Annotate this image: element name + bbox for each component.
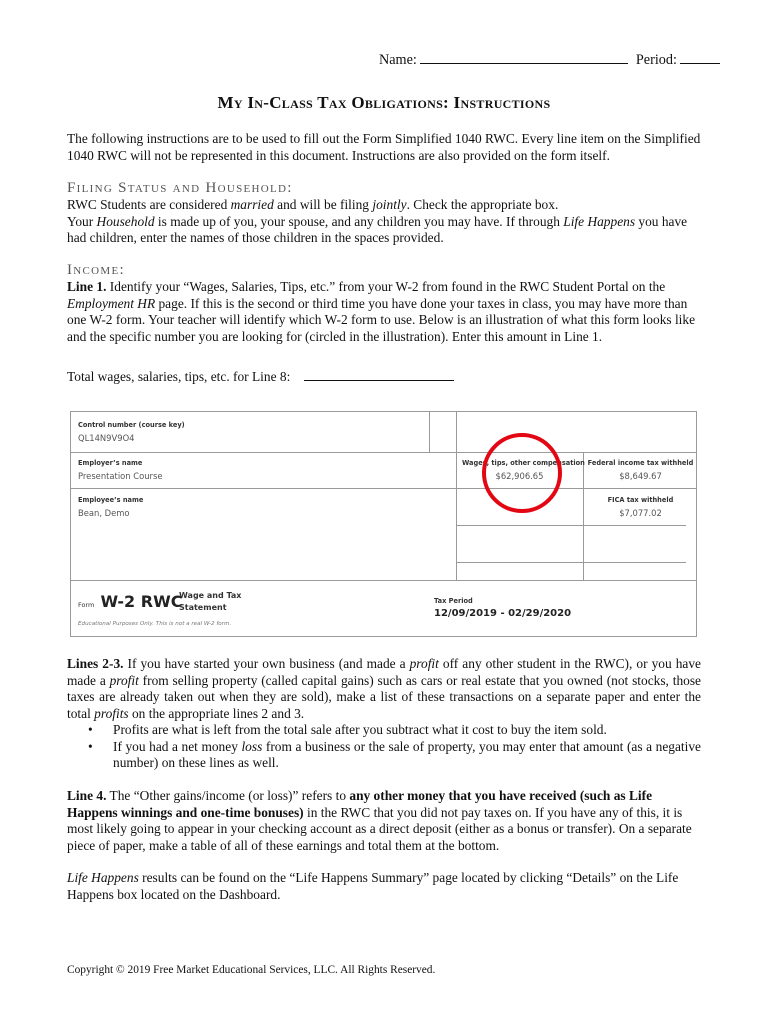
total-wages-label: Total wages, salaries, tips, etc. for Line 8: [67, 369, 291, 384]
name-label: Name: [379, 52, 417, 68]
income-section [67, 262, 701, 345]
employee-name-value: Bean, Demo [78, 508, 130, 518]
employer-name-label: Employer’s name [78, 459, 143, 467]
wages-value: $62,906.65 [495, 471, 544, 481]
highlight-circle [482, 433, 562, 513]
income-heading: Income: [67, 262, 125, 278]
total-wages-blank[interactable] [304, 367, 454, 381]
lines23-paragraph: Lines 2-3. If you have started your own business (and made a profit off any other student in the RWC), or you have made a profit from selling property (called capital gains) such as cars or real estate that you owned (not stocks, those taxes are already taken out when they are sold), make a list of these transactions on a separate paper and enter the total profits on the appropriate lines 2 and 3. [67, 656, 701, 721]
line1-paragraph: Line 1. Identify your “Wages, Salaries, Tips, etc.” from your W-2 from found in the RWC Student Portal on the Employment HR page. If this is the second or third time you have done your taxes in class, you may have more than one W-2 form. Your teacher will identify which W-2 form to use. Below is an illustration of what this form looks like and the specific number you are looking for (circled in the illustration). Enter this amount in Line 1. [67, 279, 696, 344]
fica-tax-label: FICA tax withheld [607, 496, 674, 504]
w2-illustration [70, 411, 697, 637]
filing-heading: Filing Status and Household: [67, 180, 293, 196]
control-number-value: QL14N9V9O4 [78, 433, 135, 443]
life-happens-paragraph: Life Happens results can be found on the “Life Happens Summary” page located by clicking “Details” on the Life Happens box located on the Dashboard. [67, 870, 679, 902]
filing-section [67, 180, 701, 247]
page-title: My In-Class Tax Obligations: Instructions [217, 93, 551, 112]
federal-tax-value: $8,649.67 [619, 471, 662, 481]
filing-paragraph-1: RWC Students are considered married and will be filing jointly. Check the appropriate box. [67, 197, 559, 212]
line4-paragraph: Line 4. The “Other gains/income (or loss)” refers to any other money that you have received (such as Life Happens winnings and one-time bonuses) in the RWC that you did not pay taxes on. If you have any of this, it is most likely going to appear in your checking account as a direct deposit (either as a bonus or transfer). On a separate piece of paper, make a table of all of these earnings and total them at the bottom. [67, 788, 692, 853]
name-blank[interactable] [420, 50, 628, 64]
control-number-label: Control number (course key) [78, 421, 185, 429]
fica-tax-value: $7,077.02 [619, 508, 662, 518]
lines23-bullets [67, 722, 701, 772]
list-item: • Profits are what is left from the total sale after you subtract what it cost to buy the item sold. [88, 722, 607, 737]
name-period-line [379, 50, 720, 69]
statement-title: Wage and Tax Statement [179, 591, 242, 612]
tax-period-value: 12/09/2019 - 02/29/2020 [434, 608, 572, 619]
form-name: W-2 RWC [100, 592, 183, 611]
copyright-footer: Copyright © 2019 Free Market Educational Services, LLC. All Rights Reserved. [67, 964, 436, 976]
form-title: Form W-2 RWC [78, 592, 183, 611]
wages-label: Wages, tips, other compensation [462, 459, 585, 467]
total-wages-row [67, 367, 701, 386]
period-label: Period: [635, 52, 677, 68]
employee-name-label: Employee’s name [78, 496, 144, 504]
list-item: • If you had a net money loss from a business or the sale of property, you may enter that amount (as a negative number) on these lines as well. [88, 738, 702, 770]
period-blank[interactable] [680, 50, 720, 64]
federal-tax-label: Federal income tax withheld [587, 459, 694, 467]
employer-name-value: Presentation Course [78, 471, 163, 481]
household-paragraph: Your Household is made up of you, your spouse, and any children you may have. If through Life Happens you have had children, enter the names of those children in the spaces provided. [67, 213, 688, 245]
educational-note: Educational Purposes Only. This is not a real W-2 form. [78, 621, 232, 627]
tax-period-label: Tax Period [434, 597, 473, 605]
intro-paragraph: The following instructions are to be used to fill out the Form Simplified 1040 RWC. Every line item on the Simplified 1040 RWC will not be represented in this document. Instructions are also provided on the form itself. [67, 131, 701, 163]
